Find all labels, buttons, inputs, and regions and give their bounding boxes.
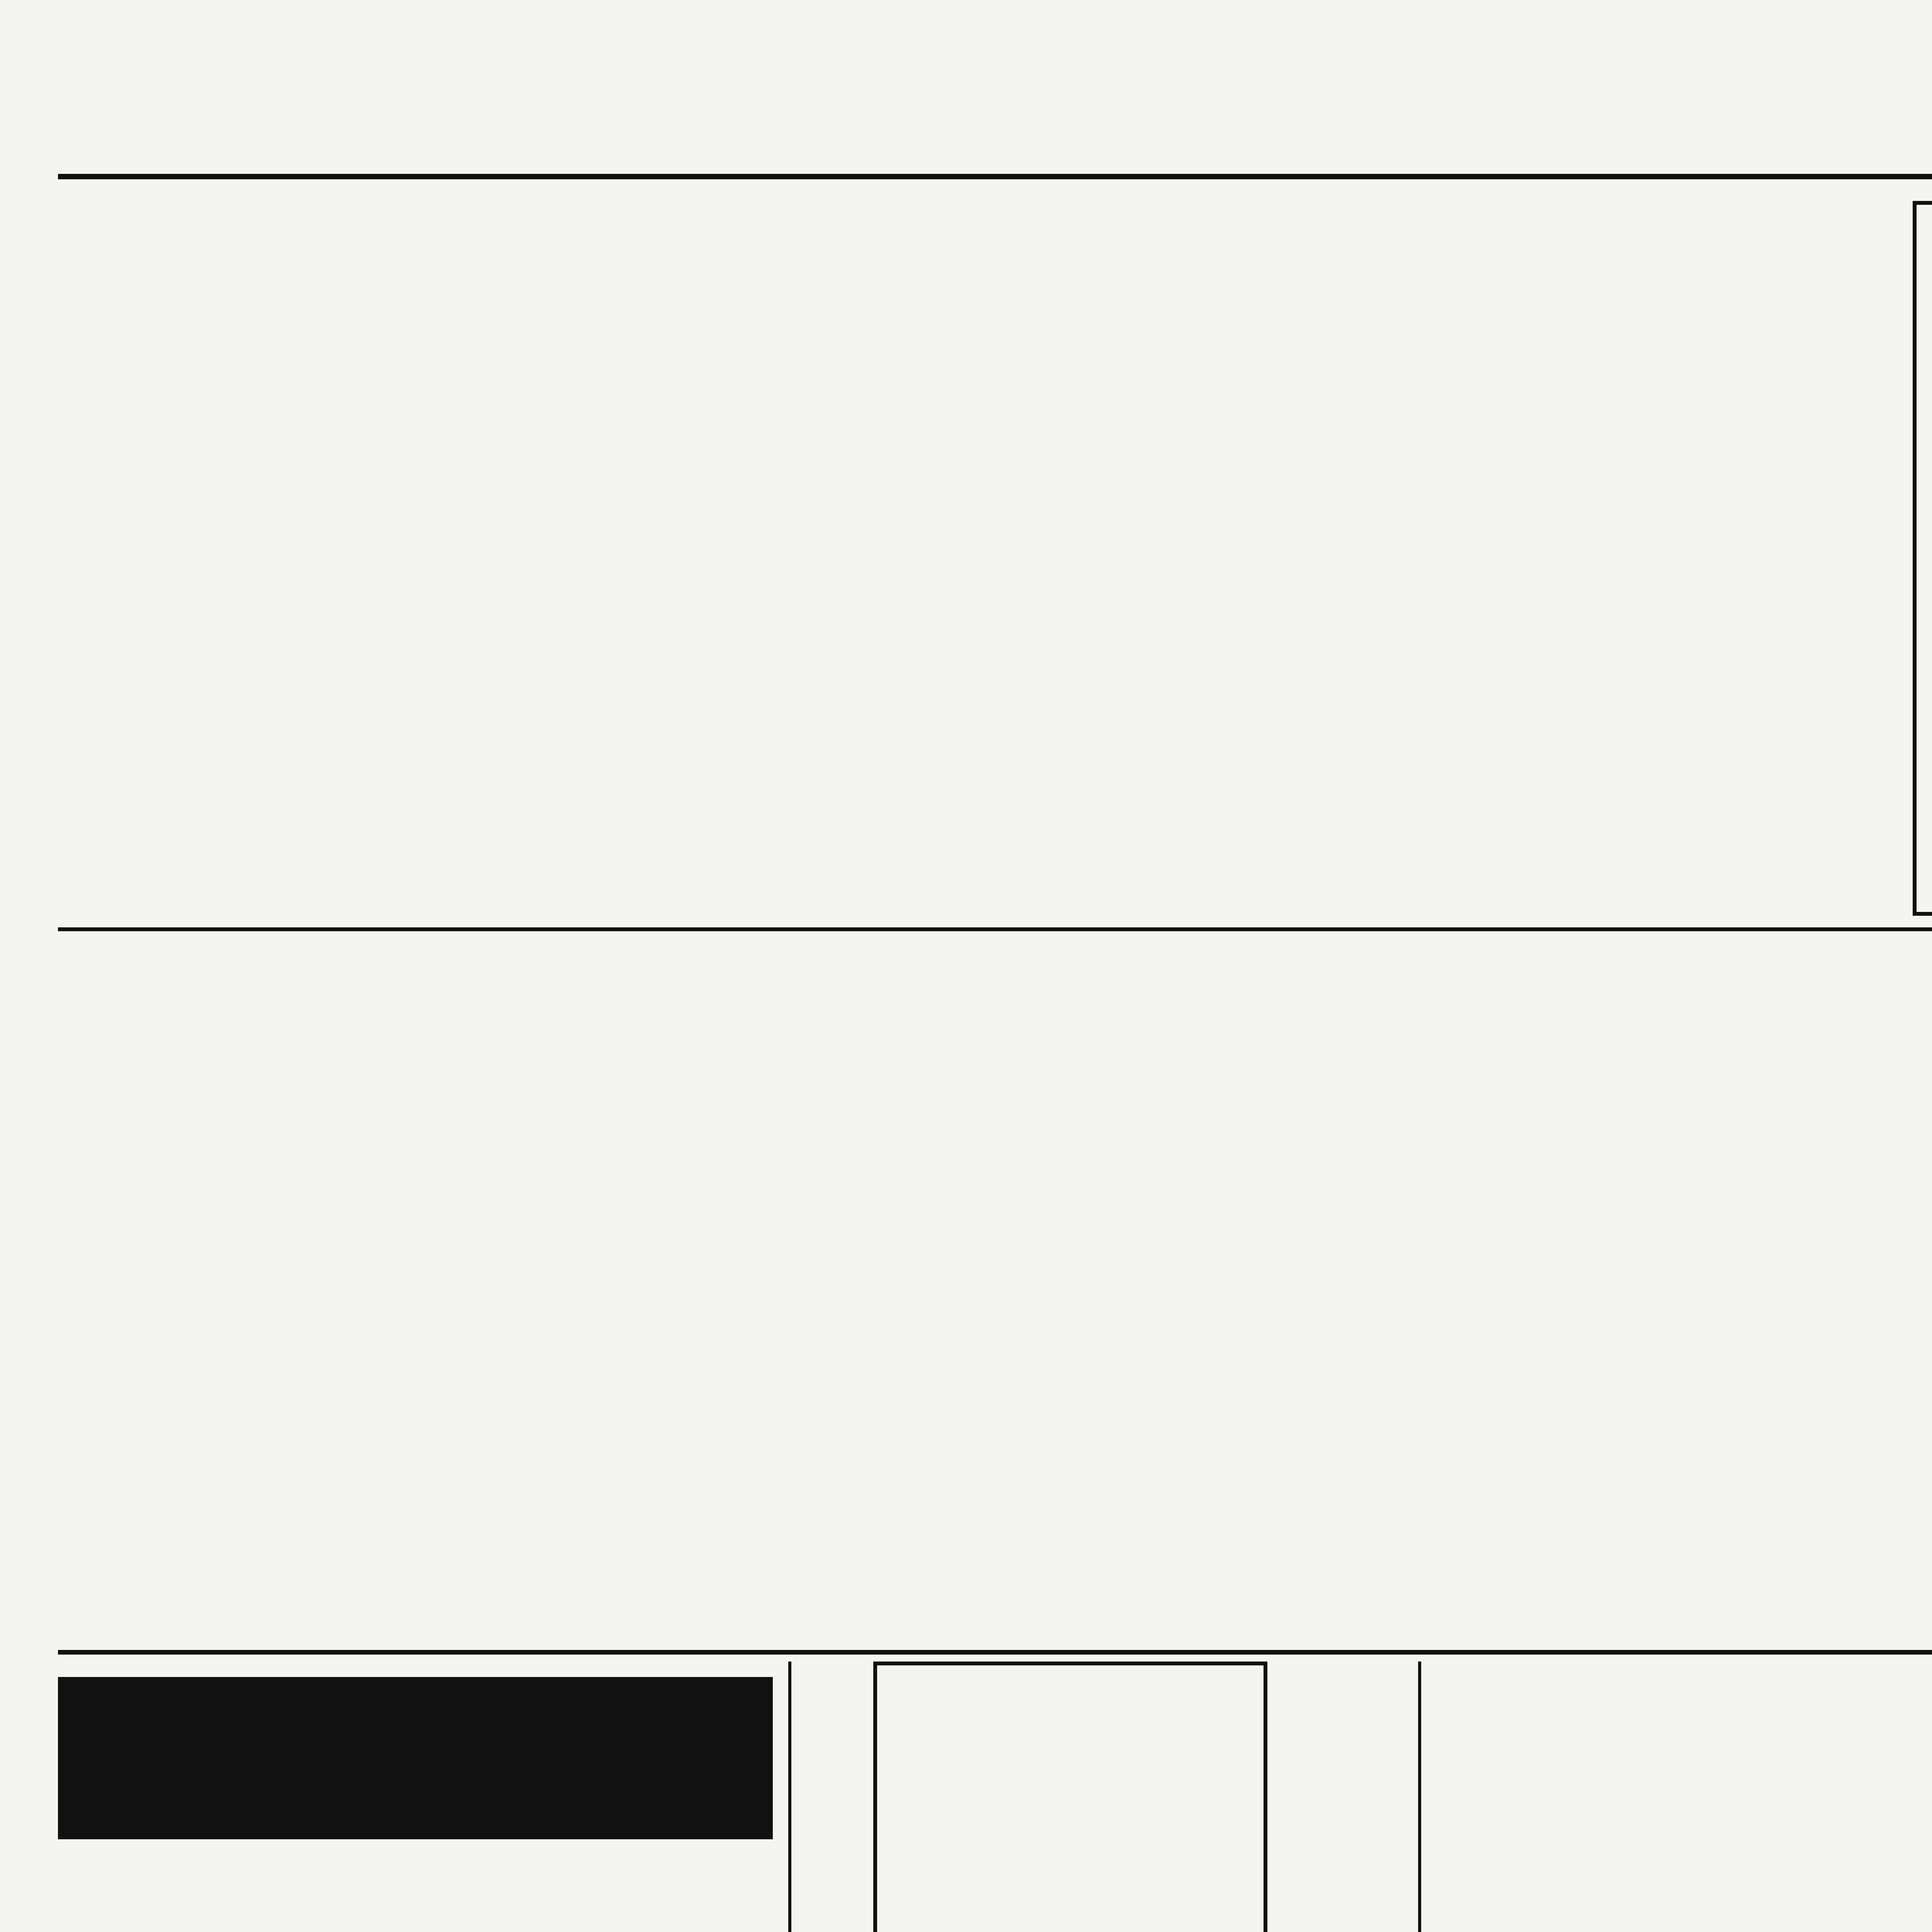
silk-underwear-ad xyxy=(232,1855,773,1932)
dazong-left-lines xyxy=(58,1862,155,1932)
middle-articles xyxy=(58,935,1932,1646)
ads-vrule-1 xyxy=(788,1662,791,1932)
top-articles xyxy=(58,193,1901,920)
header-rule xyxy=(58,174,1932,179)
dazong-left-ad xyxy=(58,1862,228,1932)
column-banner xyxy=(1913,201,1932,916)
silk-underwear-list xyxy=(232,1855,680,1932)
ads-rule xyxy=(58,1650,1932,1655)
notices-row xyxy=(1426,1662,1932,1932)
section-rule xyxy=(58,927,1932,931)
summer-ad xyxy=(1275,1662,1414,1932)
ads-vrule-2 xyxy=(1418,1662,1421,1932)
kuo-kong-ad xyxy=(58,1677,773,1839)
wing-wing-ad xyxy=(873,1662,1267,1932)
